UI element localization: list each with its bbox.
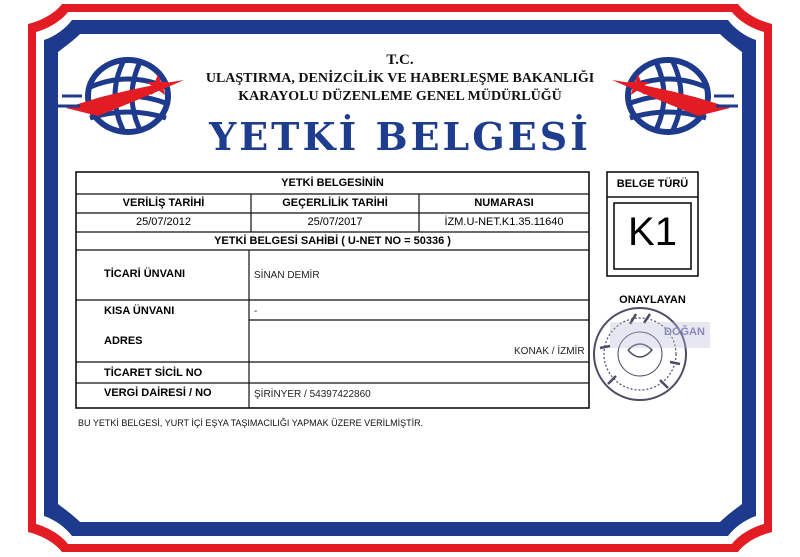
approval-label: ONAYLAYAN: [619, 294, 686, 306]
col-number: NUMARASI: [474, 197, 534, 209]
document-title: YETKİ BELGESİ: [209, 114, 591, 159]
belge-turu-value: K1: [628, 210, 677, 254]
issue-date-value: 25/07/2012: [135, 216, 192, 228]
section-title: YETKİ BELGESİNİN: [281, 177, 384, 189]
belge-turu-label: BELGE TÜRÜ: [616, 178, 689, 190]
col-valid-date: GEÇERLİLİK TARİHİ: [282, 197, 388, 209]
label-address: ADRES: [104, 335, 143, 347]
label-trade-name: TİCARİ ÜNVANI: [104, 268, 186, 280]
label-short-name: KISA ÜNVANI: [104, 305, 175, 317]
holder-title: YETKİ BELGESİ SAHİBİ ( U-NET NO = 50336 ): [214, 235, 451, 247]
label-trade-registry: TİCARET SİCİL NO: [104, 367, 203, 379]
value-trade-name: SİNAN DEMİR: [254, 270, 320, 281]
header-tc: T.C.: [386, 52, 414, 68]
value-short-name: -: [254, 306, 258, 317]
valid-date-value: 25/07/2017: [307, 216, 363, 228]
value-tax-office: ŞİRİNYER / 54397422860: [254, 389, 371, 400]
number-value: İZM.U-NET.K1.35.11640: [444, 216, 564, 228]
value-address: KONAK / İZMİR: [514, 346, 585, 357]
footer-statement: BU YETKİ BELGESİ, YURT İÇİ EŞYA TAŞIMACILIĞI YAPMAK ÜZERE VERİLMİŞTİR.: [78, 418, 424, 428]
header-directorate: KARAYOLU DÜZENLEME GENEL MÜDÜRLÜĞÜ: [238, 89, 562, 104]
label-tax-office: VERGİ DAİRESİ / NO: [104, 387, 212, 399]
col-issue-date: VERİLİŞ TARİHİ: [122, 197, 205, 209]
stamp-name: DOĞAN: [664, 326, 705, 338]
header-ministry: ULAŞTIRMA, DENİZCİLİK VE HABERLEŞME BAKANLIĞI: [205, 71, 595, 86]
